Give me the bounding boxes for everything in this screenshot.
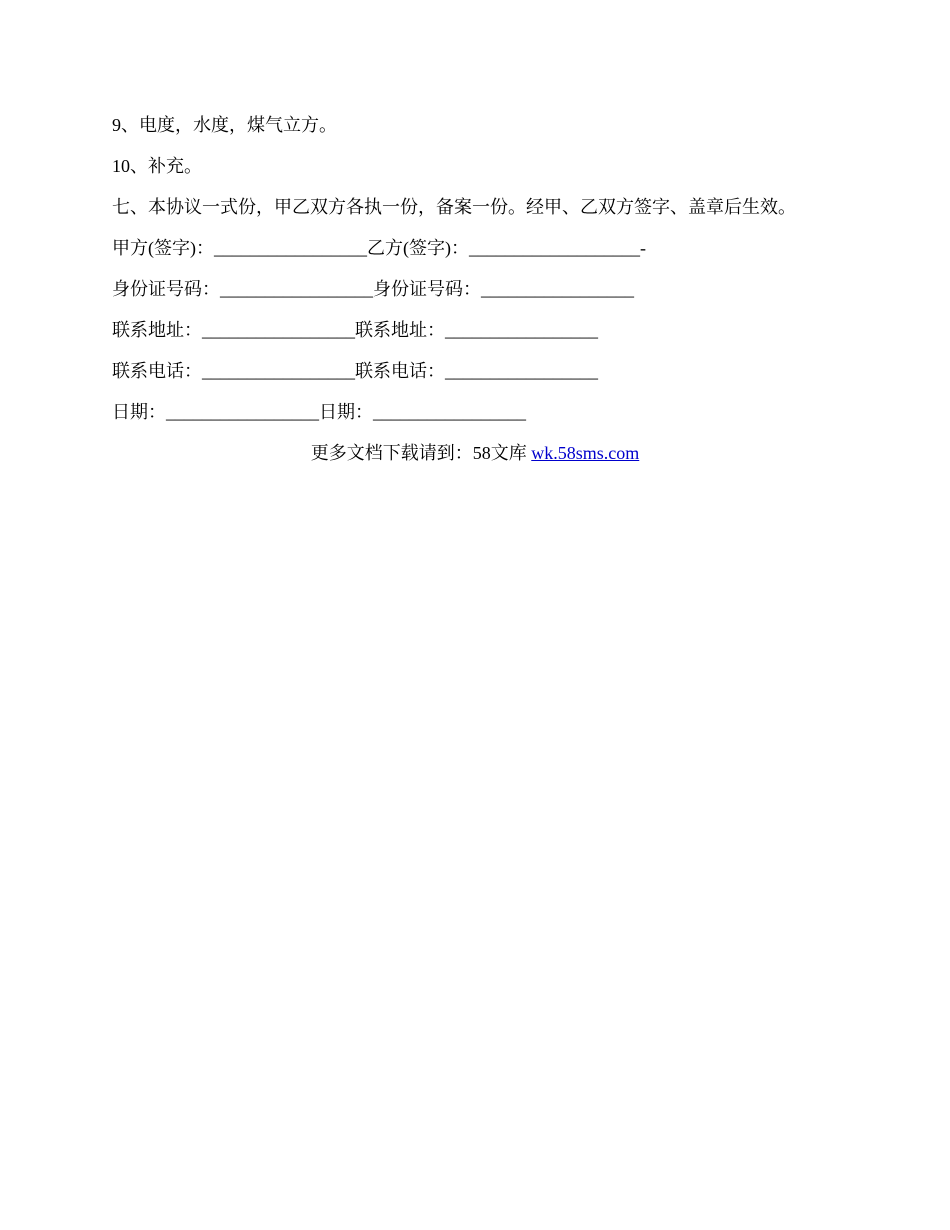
footer-text: 更多文档下载请到：58文库 — [310, 443, 532, 463]
footer-link[interactable]: wk.58sms.com — [531, 443, 640, 463]
signature-line: 甲方(签字)：_________________乙方(签字)：___________________- — [112, 238, 646, 258]
id-number-line: 身份证号码：_________________身份证号码：_________________ — [112, 279, 634, 299]
item-9-utilities: 9、电度，水度，煤气立方。 — [112, 115, 337, 135]
contact-phone-line: 联系电话：_________________联系电话：_________________ — [112, 361, 598, 381]
contact-address-line: 联系地址：_________________联系地址：_________________ — [112, 320, 598, 340]
download-footer — [0, 441, 950, 465]
item-10-supplement: 10、补充。 — [112, 156, 202, 176]
date-line: 日期：_________________日期：_________________ — [112, 402, 526, 422]
clause-seven-copies: 七、本协议一式份，甲乙双方各执一份，备案一份。经甲、乙双方签字、盖章后生效。 — [112, 197, 796, 217]
